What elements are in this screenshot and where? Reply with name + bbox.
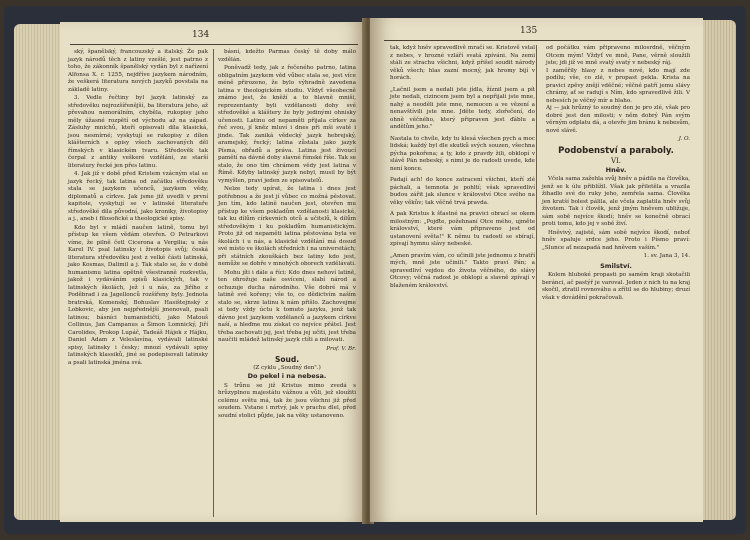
article-title: Smilství.: [600, 261, 632, 270]
paragraph: 3. Vedle řečtiny byl jazyk latinský za středověku nejrozšířenější, ba literatura jeho, až převahou nemorálním, chyběla, rukopisy jeho měly úžasné rozpětí od východu až na západ. Zásluhy mnichů, kteří opisovali díla klasická, jsou nesmírné; vyskytují se rukopisy z dílen klášterních s opisy všech zachovaných děl římských v klasickém tvaru. Středověk tak čerpal z antiky veškeré vzdělání, ze starší literatury řecké jen přes latinu.: [68, 95, 208, 169]
stanza: A pak Kristus k šťastné na pravici obrací se okem milostným: „Pojďte, požehnaní Otce mého, ujměte království, které vám připraveno jest od ustanovení světa!" K němu tu radostí se sbírají, zpívají hymnu slávy nebeské.: [390, 211, 535, 247]
left-page-number: 134: [192, 30, 210, 40]
right-page: [370, 18, 703, 522]
section-number: VI.: [610, 157, 622, 165]
left-page-column-1: [68, 49, 208, 519]
paragraph: Kolem hluboké propasti po samém kraji skotačili beránci, ač pastýř je varoval. Jeden z nich tu na kraj skočil, ztratil rovnováhu a zřítil se do hlubiny; druzí však v dovádění pokračovali.: [542, 272, 691, 301]
stanza: I zaměřily hlasy z nebes nové, kdo mají zde podílu; vše, co zlé, v propast pekla. Krista na pravici zpěvy znějí vděčné; věčné patří jemu slávy chrámy, ať se radují s Ním, kdo spravedlivě žili. V nebesích je věčný mír a blaho.: [546, 67, 690, 104]
stanza: Aj — jak hrůzný to soudný den je pro zlé, však pro dobré jest den milosti; v něm dobrý Pán svým věrným odplatu dá, a otevře jim bránu k nebesům, nové slávě.: [546, 105, 690, 134]
stanza: tak, když hněv spravedlivě mračí se. Kristově vstal z nebes, v hrozné vzláří svatá zpíváni. Na zemi stáli ze strachu všichni, když přišel soudit národy věků všech; hlas zazní mocný, jak hromy bijí v horách.: [390, 45, 535, 81]
paragraph: Kdo byl v mládí naučen latině, tomu byl přístup ke všem vědám otevřen. O Petrarkovi víme, že pilně četl Cicerona a Vergilia; u nás Karel IV. psal latinsky i životopis svůj; česká literatura středověku jest z velké části latinská, jako Kosmas, Dalimil a j. Tak stalo se, že v době humanismu latina opětně všestranně rozkvetla, jakož i vydáváním spisů klasických, tak v latinských školách, jež i u nás, za Jiřího z Poděbrad i za Jagellonců rozšířeny byly. Jednota bratrská, Komenský, Bohuslav Hasištejnský z Lobkovic, aby jen nejpřednější jmenovali, psali latinou; básníci humanističtí, jako Matouš Collinus, Jan Campanus a Šimon Lomnický, Jiří Carolides, Prokop Lupáč, Tadeáš Hájek z Hájku, Daniel Adam z Veleslavína, vydávali latinské spisy, latinsky i česky; mnozí vydávali spisy latinských klassiků, jiné se podepisovali latinsky a psali latinská jména svá.: [68, 224, 208, 366]
section-title: Soud.: [274, 355, 300, 364]
paragraph: Včela sama zažehla svůj hněv a pádila na člověka, jenž se k úlu přiblížil. Však jak přiletěla a vrazila žihadlo své do ruky jeho, zemřela sama. Člověka jen kratší bolest pálila, ale včela zaplatila hněv svůj životem. Tak i člověk, jenž jiným hněvem ubližuje, sám sobě nejvíce škodí; hněv se konečně obrací proti tomu, kdo jej v sobě živí.: [542, 176, 690, 227]
right-page-column-1: [386, 45, 535, 515]
right-page-number: 135: [520, 26, 538, 36]
stanza: od počátku vám připraveno milosrdně, věčným Otcem mým! Vždyť ve mně, Pane, věrně sloužili jste; jdi již ve mně svatý svatý v nebeský ráj.: [546, 45, 690, 66]
stanza: Nastala to chvíle, kdy tu klesá všechen pych a moc lidská; každý byl dle skutků svých souzen, všechna pýcha pokořena; a ty, kdo z pravdy žili, obklopí v slávě Pán nebeský, s nimi je do radosti uvede, kde není konce.: [390, 135, 535, 172]
citation: 1. sv. Jana 3, 14.: [643, 253, 690, 259]
header-rule: [70, 44, 358, 45]
header-rule: [384, 40, 686, 41]
column-divider: [213, 49, 214, 517]
paragraph: Mohu jíti i dále a říci: Kdo dnes nehoví latině, ten ohrožuje naše osvícení, slabí národ a ochuzuje ducha národního. Vše dobré má v latině své kořeny; vše to, co dědictvím naším stalo se, skrze latinu k nám přišlo. Zachovejme si tedy vždy úctu k tomuto jazyku, jenž tak dávno jest jazykem vzdělanců a jazykem církve naší, a hleďme mu získat co nejvíce přátel. Jest třeba zachovati jej, jest třeba jej učiti, jest třeba naučiti mládež latinský jazyk ctíti a milovati.: [218, 269, 356, 343]
paragraph: Nelze tedy upírat, že latina i dnes jest potřebnou a že jest jí vůbec co možná pěstovat. Jen tím, kdo latině naučen jest, otevřen mu přístup ke všem pokladům vzdělanosti klasické, tak ku dílům církevních otců a učitelů, k dílům středověkým i ku pokladům humanistickým. Proto již od nepaměti latina pěstována byla ve školách i u nás, a klasické vzdělání má dosud své místo ve školách středních i na universitách; při státních zkouškách bez latiny kdo jest, nemůže se dobře v mnohých oborech vzdělávati.: [218, 186, 356, 267]
page-edges-right: [700, 20, 736, 520]
stanza: „Amen pravím vám, co učinili jste jednomu z bratří mých, mně jste učinili." Takto praví Pán; a spravedliví vejdou do života věčného, do slávy Otcovy; věčná radost je obklopí a slavně zpívají v blaženém království.: [390, 252, 535, 289]
section-subtitle: (Z cyklu „Soudný den".): [253, 364, 321, 371]
paragraph: ský, španělský, francouzský a italský. Že pak jazyk národů těch z latiny vzešlé, jest patrno z toho, že zákonník španělský vydán byl z nařízení Alfonsa X. r. 1255, nejdříve jazykem národním, že veškerá literatura nových jazyků povstala na základě latiny.: [68, 49, 208, 93]
left-page-column-2: [218, 49, 356, 519]
paragraph: S trůnu se již Kristus mimo zvedá s hrůzyplnou majestátu vážnou a vůli, jež sloužiti celému světu má, tak že jsou všichni již před soudem. Vstane i mrtvý, jak v prachu dlel, před soudní stolici půjde, jak na věky ustanoveno.: [218, 382, 356, 419]
paragraph: Hněvivý, zajisté, sám sobě nejvíce škodí, neboť hněv spaluje srdce jeho. Proto i Písmo praví: „Slunce ať nezapadá nad hněvem vaším.": [542, 229, 690, 251]
section-title: Podobenství a paraboly.: [558, 145, 674, 156]
article-title: Hněv.: [605, 165, 627, 174]
right-page-column-2: [542, 45, 690, 515]
stanza: „Lačnil jsem a nedali jste jídla, žíznil jsem a pít jste nedali, cizincem jsem byl a nepřijali jste mne, nahý a neoděli jste mne, nemocen a ve vězení a nenavštívili jste mne. Jděte tedy, zlořečení, do ohně věčného, který připraven jest ďáblu a andělům jeho.": [390, 86, 535, 130]
poem-title: Do pekel i na nebesa.: [247, 372, 327, 380]
page-edges-left: [14, 24, 64, 520]
paragraph: básní, kdežto Parmas český tě doby málo vzdělán.: [218, 49, 356, 63]
paragraph: Poněvadž tedy, jak z řečeného patrno, latina obligatním jazykem věd vůbec stala se, jest více méně přirozeno, že bylo výhradně zavedena latina v theologickém studiu. Vždyť všeobecně známo jest, že kněží a to hlavně mniši, reprezentanty byli vzdělanosti doby své středověké a kláštery že byly jedinými ohnisky učenosti. Latinu od nepaměti přijala církev za řeč svou, jí kněz mluví i dnes při mši svaté i jinde. Tak zaniká vědecký jazyk hebrejský, aramejský, řecký; latina zůstala jako jazyk Písma, obřadů a práva. Latina jest živoucí pamětí na dávné doby slavné římské říše. Tak se stalo, že ono tím chrámem vědy jest latina v Římě. Kdyby latinský jazyk nebyl, musil by být vymyšlen, praví jeden ze spisovatelů.: [218, 65, 356, 184]
column-divider: [536, 45, 537, 515]
signature: J. O.: [678, 136, 690, 142]
paragraph: 4. Jak již v době před Kristem vzácným stal se jazyk řecký, tak latina od začátku středověku stala se jazykem učenců, jazykem vědy, diplomatů a církve. Jak jsme již uvedli v první kapitole, vyskytují se v latinské literatuře středověké díla původní, jako kroniky, životopisy a j., aneb i filosofické a theologické spisy.: [68, 171, 208, 222]
stanza: Padají ach! do konce zatracení všichni, kteří zlé páchali, a temnota je pohltí; však spravedliví budou zářit jak slunce v království Otce svého na věky věkův; tak věčně trvá pravda.: [390, 177, 535, 206]
signature: Prof. V. Br.: [326, 345, 356, 352]
left-page: [60, 22, 367, 522]
